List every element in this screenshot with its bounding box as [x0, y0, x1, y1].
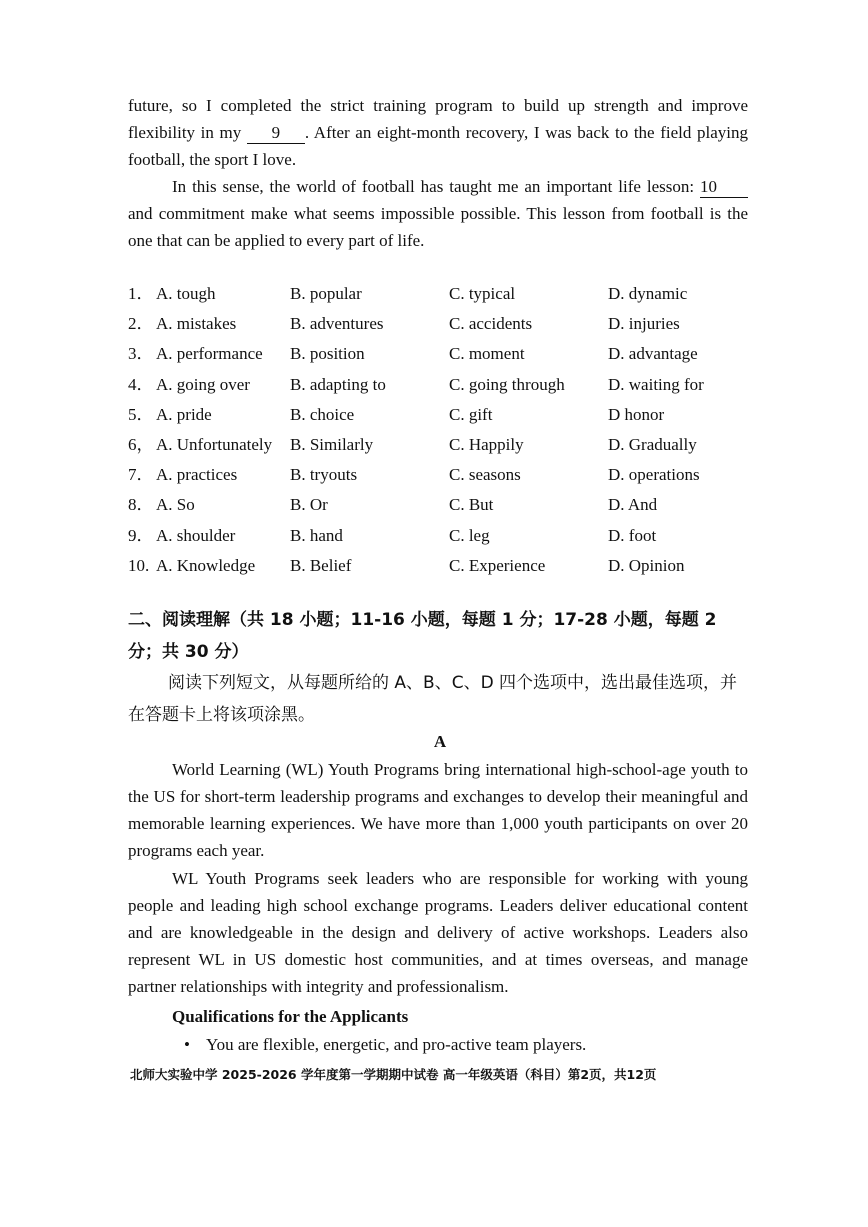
option-row: [128, 403, 748, 433]
option-b: B. popular: [290, 284, 362, 303]
option-row: [128, 312, 748, 342]
option-c: C. Happily: [449, 434, 524, 454]
option-d: D. And: [608, 495, 658, 515]
option-b: B. hand: [290, 525, 343, 545]
option-a: A. tough: [156, 284, 216, 303]
lesson-text-1: In this sense, the world of football has taught me an important life lesson:: [172, 177, 700, 196]
passage-letter: A: [433, 732, 447, 751]
option-b: B. Belief: [290, 555, 352, 575]
option-d: D. waiting for: [608, 374, 704, 394]
question-number: 6，: [128, 434, 154, 454]
option-b: B. adventures: [290, 314, 384, 334]
qualification-text: You are flexible, energetic, and pro-active team players.: [206, 1035, 587, 1054]
option-d: D. operations: [608, 465, 700, 485]
option-row: [128, 524, 748, 554]
option-row: [128, 433, 748, 463]
option-b: B. Or: [290, 495, 328, 515]
option-d: D. advantage: [608, 344, 698, 364]
option-a: A. So: [156, 495, 195, 515]
option-c: C. moment: [449, 344, 525, 364]
option-row: [128, 463, 748, 493]
section-heading: 二、阅读理解（共 18 小题；11-16 小题，每题 1 分；17-28 小题，每题 2 分；共 30 分）: [128, 610, 717, 662]
question-number: 2．: [128, 314, 154, 334]
bullet-icon: •: [184, 1035, 190, 1054]
question-number: 1．: [128, 284, 154, 303]
option-d: D. Gradually: [608, 434, 697, 454]
lesson-text-2: and commitment make what seems impossible possible. This lesson from football is the one that can be applied to every part of life.: [128, 204, 748, 250]
option-row: [128, 282, 748, 312]
qualification-item: [184, 1033, 586, 1057]
option-c: C. typical: [449, 284, 516, 303]
option-row: [128, 554, 748, 584]
passage-text-1: future, so I completed the strict training program to build up strength and improve flexibility in my: [128, 96, 748, 142]
question-number: 3．: [128, 344, 154, 364]
option-c: C. going through: [449, 374, 565, 394]
option-d: D. Opinion: [608, 555, 685, 575]
cloze-options: [128, 282, 748, 584]
question-number: 9．: [128, 525, 154, 545]
question-number: 4．: [128, 374, 154, 394]
option-row: [128, 342, 748, 372]
passage-a-paragraph-1: World Learning (WL) Youth Programs bring international high-school-age youth to the US for short-term leadership programs and exchanges to develop their meaningful and memorable learning experiences. We have more than 1,000 youth participants on over 20 programs each year.: [128, 760, 748, 860]
option-row: [128, 373, 748, 403]
qualifications-heading: Qualifications for the Applicants: [172, 1007, 409, 1026]
option-c: C. seasons: [449, 465, 521, 485]
option-a: A. going over: [156, 374, 250, 394]
option-d: D. foot: [608, 525, 657, 545]
passage-continuation-paragraph: [128, 92, 748, 173]
question-number: 8．: [128, 495, 154, 515]
section-instruction: 阅读下列短文，从每题所给的 A、B、C、D 四个选项中，选出最佳选项，并在答题卡上将该项涂黑。: [128, 673, 738, 725]
passage-a-paragraph-2: WL Youth Programs seek leaders who are responsible for working with young people and leading high school exchange programs. Leaders deliver educational content and are knowledgeable in the design and delivery of active workshops. Leaders also represent WL in US domestic host communities, and at times overseas, and manage partner relationships with integrity and professionalism.: [128, 869, 748, 996]
option-a: A. practices: [156, 465, 238, 485]
option-b: B. position: [290, 344, 365, 364]
option-d: D. dynamic: [608, 284, 688, 303]
option-d: D honor: [608, 404, 665, 424]
option-b: B. tryouts: [290, 465, 358, 485]
option-a: A. Unfortunately: [156, 434, 273, 454]
question-number: 10.: [128, 555, 150, 575]
option-a: A. pride: [156, 404, 212, 424]
option-c: C. Experience: [449, 555, 546, 575]
question-number: 5．: [128, 404, 154, 424]
option-a: A. shoulder: [156, 525, 236, 545]
page-footer: 北师大实验中学 2025-2026 学年度第一学期期中试卷 高一年级英语（科目）第2页，共12页: [130, 1067, 657, 1082]
blank-9: 9: [247, 123, 305, 144]
option-row: [128, 493, 748, 523]
option-a: A. Knowledge: [156, 555, 256, 575]
option-c: C. accidents: [449, 314, 533, 334]
lesson-paragraph: [128, 173, 748, 254]
blank-10: 10: [700, 177, 748, 198]
option-b: B. adapting to: [290, 374, 386, 394]
option-b: B. Similarly: [290, 434, 374, 454]
option-b: B. choice: [290, 404, 355, 424]
question-number: 7．: [128, 465, 154, 485]
option-c: C. leg: [449, 525, 490, 545]
option-a: A. performance: [156, 344, 263, 364]
option-a: A. mistakes: [156, 314, 237, 334]
option-c: C. gift: [449, 404, 493, 424]
passage-text-2: . After an eight-month recovery, I was back to the field playing football, the sport I love.: [128, 123, 748, 169]
option-d: D. injuries: [608, 314, 680, 334]
option-c: C. But: [449, 495, 494, 515]
